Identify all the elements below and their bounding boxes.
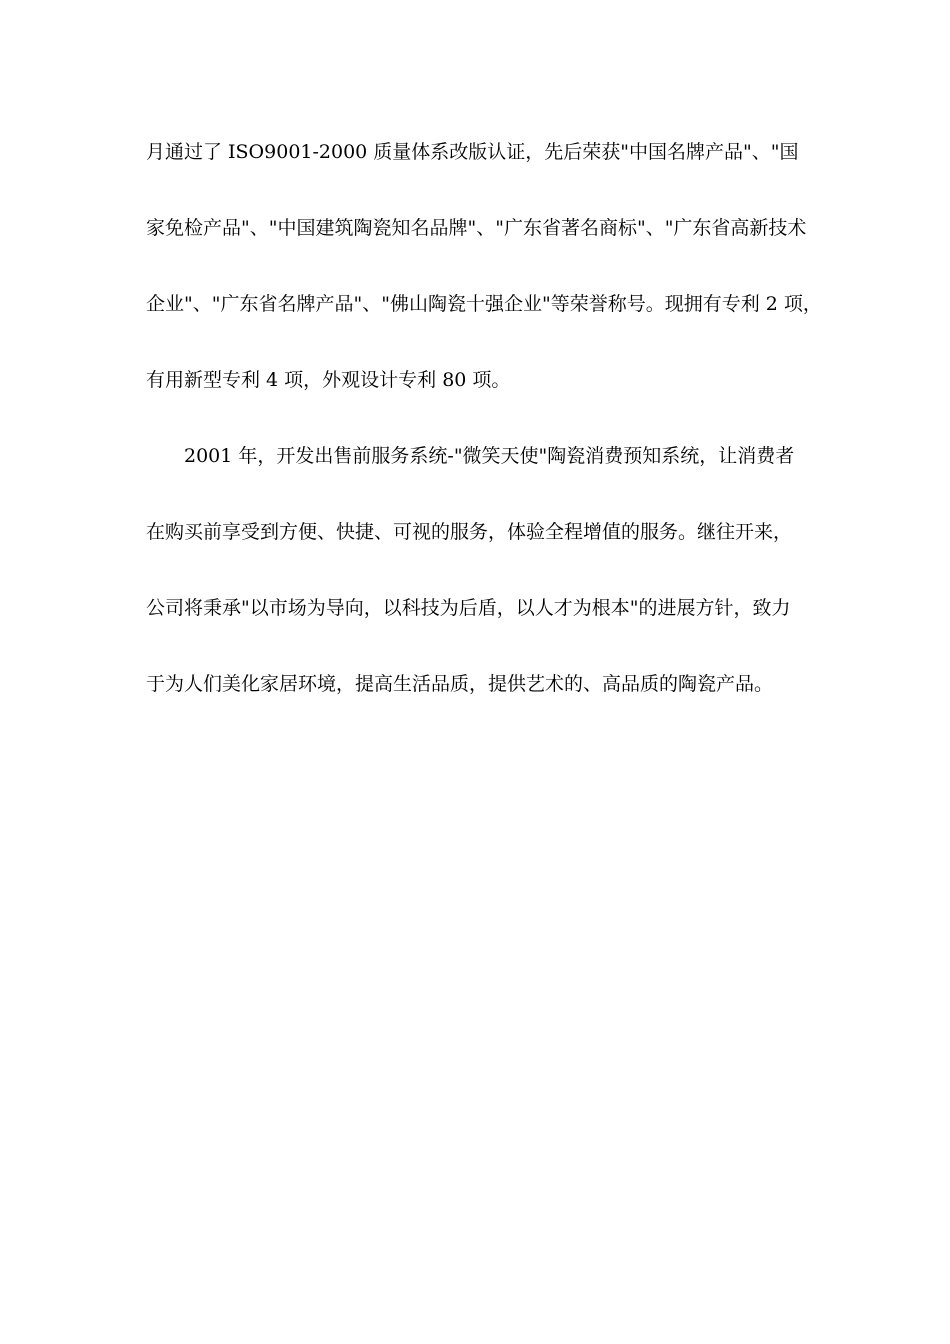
document-body [146, 130, 826, 738]
text-line: 家免检产品"、"中国建筑陶瓷知名品牌"、"广东省著名商标"、"广东省高新技术 [146, 217, 807, 239]
text-line-indented: 2001 年，开发出售前服务系统-"微笑天使"陶瓷消费预知系统，让消费者 [184, 445, 795, 467]
text-line: 企业"、"广东省名牌产品"、"佛山陶瓷十强企业"等荣誉称号。现拥有专利 2 项， [146, 293, 822, 315]
text-line: 月通过了 ISO9001-2000 质量体系改版认证，先后荣获"中国名牌产品"、"国 [146, 141, 799, 163]
text-line: 公司将秉承"以市场为导向，以科技为后盾，以人才为根本"的进展方针，致力 [146, 597, 791, 619]
text-line: 在购买前享受到方便、快捷、可视的服务，体验全程增值的服务。继往开来， [146, 521, 793, 543]
paragraph-service-system [146, 434, 826, 738]
text-line: 于为人们美化家居环境，提高生活品质，提供艺术的、高品质的陶瓷产品。 [146, 673, 774, 695]
paragraph-certifications [146, 130, 826, 434]
text-line: 有用新型专利 4 项，外观设计专利 80 项。 [146, 369, 511, 391]
